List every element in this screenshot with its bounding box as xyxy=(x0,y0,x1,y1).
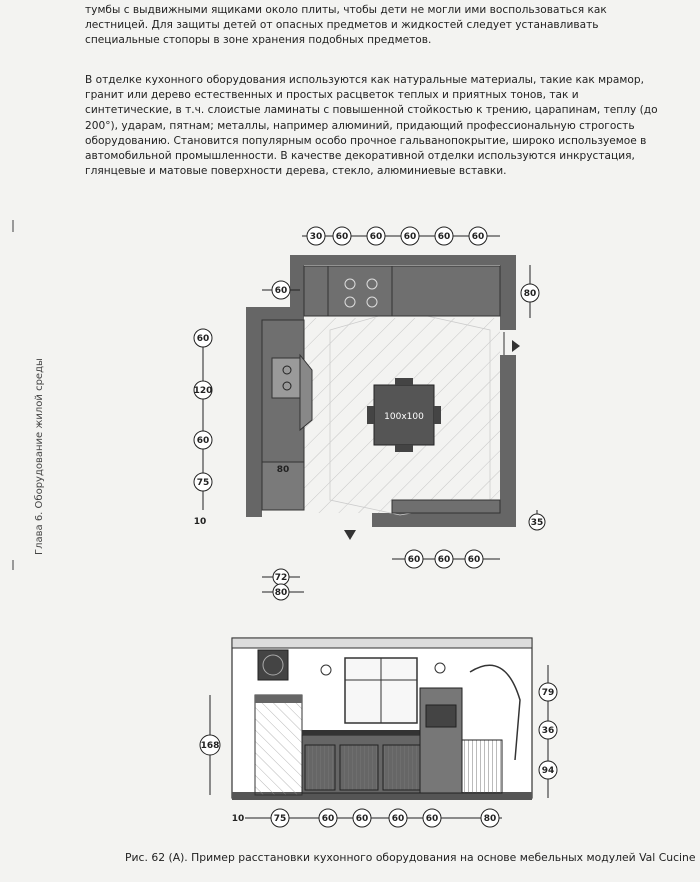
wall-top xyxy=(290,255,510,265)
left-small-dim: 10 xyxy=(193,517,207,527)
floor-plan xyxy=(194,227,545,600)
top-counter xyxy=(304,266,500,316)
sink xyxy=(272,358,302,398)
paragraph-2: В отделке кухонного оборудования используются как натуральные материалы, такие как мрамор, гранит или дерево естественных и простых расцветок теплых и приятных тонов, так и синтетические, в т.ч. слоистые ламинаты с повышенной стойкостью к трению, царапинам, теплу (до 200°), ударам, пятнам; металлы, например алюминий, придающий профессиональную строгость оборудованию. Становится популярным особо прочное гальванопокрытие, широко используемое в автомобильной промышленности. В качестве декоративной отделки используются инкрустация, глянцевые и матовые поверхности дерева, стекло, алюминиевые вставки. xyxy=(85,74,658,178)
dimension-label: 94 xyxy=(541,766,555,776)
wall-left xyxy=(246,307,262,517)
bottom-counter xyxy=(392,500,500,513)
table-label: 100x100 xyxy=(384,412,424,422)
dimension-label: 80 xyxy=(274,588,288,598)
dimension-label: 60 xyxy=(355,814,369,824)
tall-unit xyxy=(255,695,302,795)
dimension-label: 60 xyxy=(467,555,481,565)
dimension-label: 60 xyxy=(471,232,485,242)
dimension-label: 36 xyxy=(541,726,555,736)
dimension-label: 60 xyxy=(335,232,349,242)
oven-column xyxy=(420,688,462,793)
small-80-dim: 80 xyxy=(276,465,290,475)
dimension-label: 60 xyxy=(407,555,421,565)
sink-dim: 60 xyxy=(274,286,288,296)
dimension-label: 30 xyxy=(309,232,323,242)
dimension-label: 60 xyxy=(437,555,451,565)
paragraph-1: тумбы с выдвижными ящиками около плиты, чтобы дети не могли ими воспользоваться как лестницей. Для защиты детей от опасных предметов и жидкостей следует устанавливать специальные стопоры в зоне хранения подобных предметов. xyxy=(85,4,607,47)
wall-top-left xyxy=(290,255,304,315)
elevation-view xyxy=(200,638,557,827)
wall-right-top xyxy=(500,255,516,330)
wall-bottom xyxy=(372,513,516,527)
dimension-label: 120 xyxy=(193,386,213,396)
dimension-label: 60 xyxy=(196,436,210,446)
dimension-label: 60 xyxy=(196,334,210,344)
dimension-label: 72 xyxy=(274,573,288,583)
dimension-label: 75 xyxy=(196,478,210,488)
dimension-label: 60 xyxy=(391,814,405,824)
figure-caption: Рис. 62 (А). Пример расстановки кухонного оборудования на основе мебельных модулей Val Cucine xyxy=(125,851,696,864)
elev-bottom-small: 10 xyxy=(231,814,245,824)
dimension-label: 80 xyxy=(483,814,497,824)
side-header: Глава 6. Оборудование жилой среды xyxy=(34,358,45,555)
dimension-label: 79 xyxy=(541,688,555,698)
right-dim: 80 xyxy=(523,289,537,299)
dimension-label: 60 xyxy=(403,232,417,242)
wall-right xyxy=(500,355,516,527)
right-bottom-dim: 35 xyxy=(530,518,544,528)
dimension-label: 60 xyxy=(437,232,451,242)
dimension-label: 60 xyxy=(369,232,383,242)
dimension-label: 75 xyxy=(273,814,287,824)
dimension-label: 60 xyxy=(321,814,335,824)
elev-left-dim: 168 xyxy=(200,741,220,751)
dimension-label: 60 xyxy=(425,814,439,824)
